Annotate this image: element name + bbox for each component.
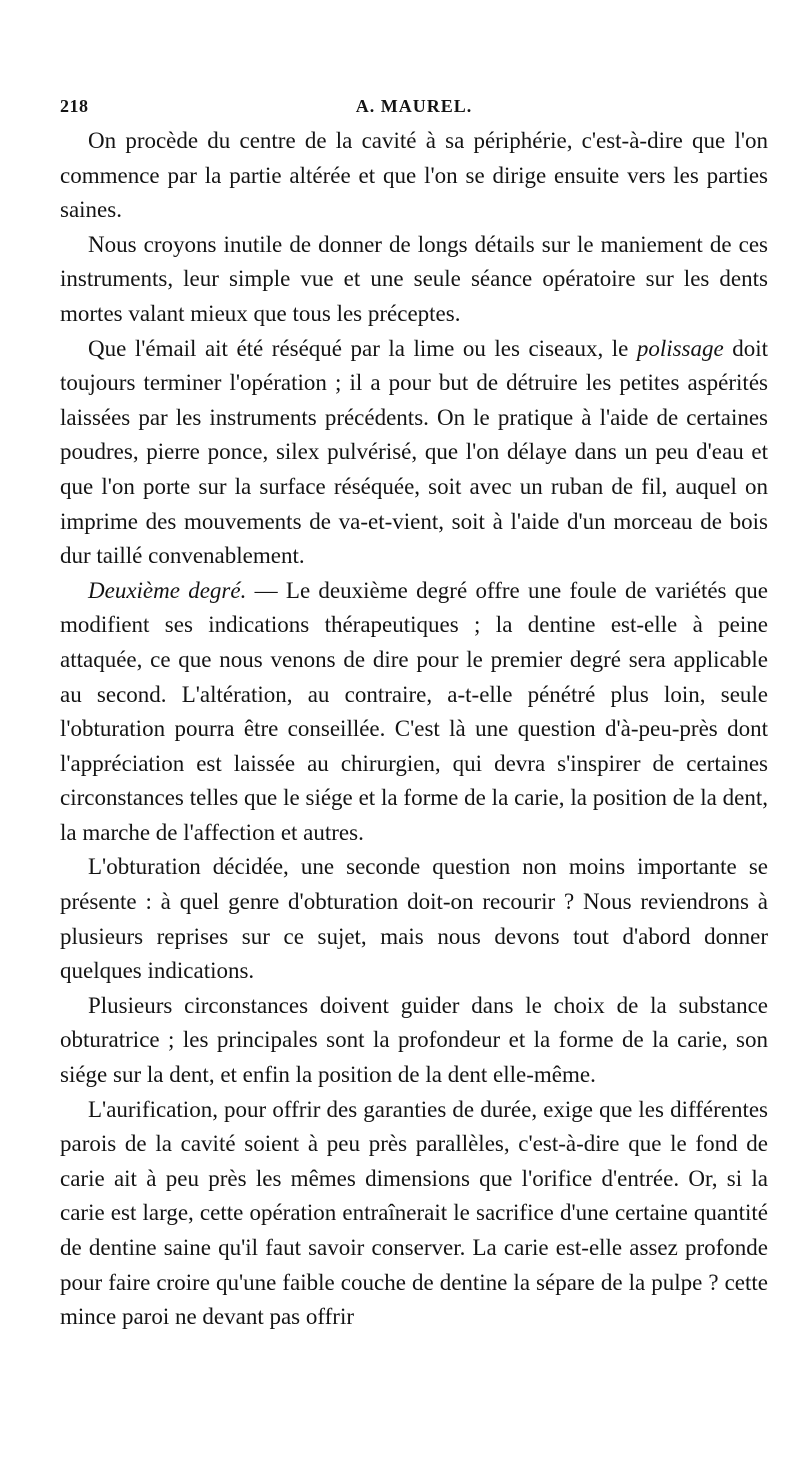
paragraph: Nous croyons inutile de donner de longs détails sur le maniement de ces instruments, leur simple vue et une seule séance opératoire sur les dents mortes valant mieux que tous les préceptes. — [60, 231, 768, 326]
paragraph: L'aurification, pour offrir des garanties de durée, exige que les différentes parois de la cavité soient à peu près parallèles, c'est-à-dire que le fond de carie ait à peu près les mêmes dimensions que l'orifice d'entrée. Or, si la carie est large, cette opération entraînerait le sacrifice d'une certaine quantité de dentine saine qu'il faut savoir conserver. La carie est-elle assez profonde pour faire croire qu'une faible couche de dentine la sépare de la pulpe ? cette mince paroi ne devant pas offrir — [60, 1096, 768, 1330]
paragraph-text: — Le deuxième degré offre une foule de variétés que modifient ses indications thérapeutiques ; la dentine est-elle à peine attaquée, ce que nous venons de dire pour le premier degré sera applicable au second. L'altération, au contraire, a-t-elle pénétré plus loin, seule l'obturation pourra être conseillée. C'est là une question d'à-peu-près dont l'appréciation est laissée au chirurgien, qui devra s'inspirer de certaines circonstances telles que le siége et la forme de la carie, la position de la dent, la marche de l'affection et autres. — [60, 577, 768, 845]
paragraph — [60, 574, 768, 851]
section-heading-italic: Deuxième degré. — [88, 577, 247, 603]
paragraph-text: Que l'émail ait été réséqué par la lime ou les ciseaux, le — [88, 335, 637, 361]
italic-term: polissage — [636, 335, 724, 361]
body-text — [60, 124, 768, 1335]
page-header — [60, 88, 768, 124]
paragraph: L'obturation décidée, une seconde question non moins importante se présente : à quel genre d'obturation doit-on recourir ? Nous reviendrons à plusieurs reprises sur ce sujet, mais nous devons tout d'abord donner quelques indications. — [60, 854, 768, 984]
paragraph: On procède du centre de la cavité à sa périphérie, c'est-à-dire que l'on commence par la partie altérée et que l'on se dirige ensuite vers les parties saines. — [60, 128, 768, 223]
page-number: 218 — [60, 96, 89, 116]
paragraph-text: doit toujours terminer l'opération ; il a pour but de détruire les petites aspérités laissées par les instruments précédents. On le pratique à l'aide de certaines poudres, pierre ponce, silex pulvérisé, que l'on délaye dans un peu d'eau et que l'on porte sur la surface réséquée, soit avec un ruban de fil, auquel on imprime des mouvements de va-et-vient, soit à l'aide d'un morceau de bois dur taillé convenablement. — [60, 335, 768, 569]
book-page — [60, 88, 768, 1335]
paragraph: Plusieurs circonstances doivent guider dans le choix de la substance obturatrice ; les principales sont la profondeur et la forme de la carie, son siége sur la dent, et enfin la position de la dent elle-même. — [60, 992, 768, 1088]
running-head: A. MAUREL. — [355, 96, 473, 116]
paragraph — [60, 332, 768, 574]
